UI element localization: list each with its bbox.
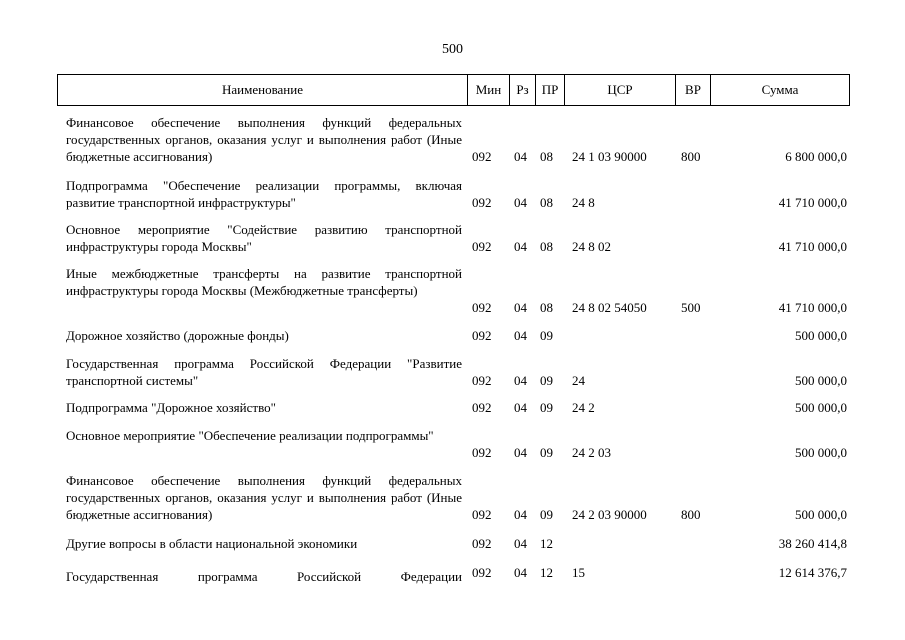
row-name: Подпрограмма "Дорожное хозяйство" — [66, 400, 276, 415]
row-pr: 08 — [540, 195, 553, 210]
row-pr: 09 — [540, 373, 553, 388]
row-rz: 04 — [514, 565, 527, 580]
row-rz: 04 — [514, 328, 527, 343]
row-name: Финансовое обеспечение выполнения функций федеральных государственных органов, оказания услуг и выполнения работ (Иные бюджетные ассигнования) — [66, 473, 462, 522]
row-rz: 04 — [514, 373, 527, 388]
row-pr: 12 — [540, 565, 553, 580]
row-name: Основное мероприятие "Содействие развитию транспортной инфраструктуры города Москвы" — [66, 222, 462, 254]
row-min: 092 — [472, 328, 492, 343]
row-min: 092 — [472, 536, 492, 551]
row-min: 092 — [472, 239, 492, 254]
row-csr: 24 2 03 90000 — [572, 507, 647, 522]
row-name: Государственная программа Российской Федерации "Развитие транспортной системы" — [66, 356, 462, 388]
row-min: 092 — [472, 300, 492, 315]
row-csr: 24 — [572, 373, 585, 388]
row-vr: 800 — [681, 149, 701, 164]
row-name: Государственная программа Российской Федерации — [66, 569, 462, 584]
row-pr: 09 — [540, 507, 553, 522]
column-header-name: Наименование — [222, 82, 303, 97]
row-pr: 08 — [540, 300, 553, 315]
row-sum: 6 800 000,0 — [785, 149, 847, 164]
row-rz: 04 — [514, 239, 527, 254]
row-sum: 500 000,0 — [795, 400, 847, 415]
row-min: 092 — [472, 373, 492, 388]
table-header — [57, 74, 850, 106]
row-name: Основное мероприятие "Обеспечение реализации подпрограммы" — [66, 428, 434, 443]
row-min: 092 — [472, 507, 492, 522]
row-min: 092 — [472, 195, 492, 210]
row-pr: 09 — [540, 400, 553, 415]
row-min: 092 — [472, 445, 492, 460]
row-sum: 41 710 000,0 — [778, 239, 847, 254]
row-min: 092 — [472, 565, 492, 580]
row-name: Подпрограмма "Обеспечение реализации программы, включая развитие транспортной инфраструктуры" — [66, 178, 462, 210]
row-rz: 04 — [514, 195, 527, 210]
column-header-sum: Сумма — [710, 75, 849, 105]
row-sum: 41 710 000,0 — [778, 195, 847, 210]
row-sum: 12 614 376,7 — [778, 565, 847, 580]
row-csr: 24 8 02 — [572, 239, 611, 254]
row-name: Другие вопросы в области национальной экономики — [66, 536, 358, 551]
page-number: 500 — [442, 42, 463, 57]
column-header-min: Мин — [467, 75, 509, 105]
row-rz: 04 — [514, 149, 527, 164]
row-rz: 04 — [514, 507, 527, 522]
row-rz: 04 — [514, 400, 527, 415]
row-name: Финансовое обеспечение выполнения функций федеральных государственных органов, оказания услуг и выполнения работ (Иные бюджетные ассигнования) — [66, 115, 462, 164]
column-header-pr: ПР — [535, 75, 564, 105]
row-min: 092 — [472, 400, 492, 415]
row-csr: 24 2 03 — [572, 445, 611, 460]
row-pr: 09 — [540, 445, 553, 460]
row-csr: 24 8 — [572, 195, 595, 210]
row-vr: 500 — [681, 300, 701, 315]
row-rz: 04 — [514, 536, 527, 551]
row-sum: 500 000,0 — [795, 328, 847, 343]
row-rz: 04 — [514, 300, 527, 315]
column-header-rz: Рз — [509, 75, 535, 105]
row-sum: 500 000,0 — [795, 445, 847, 460]
row-vr: 800 — [681, 507, 701, 522]
row-csr: 24 1 03 90000 — [572, 149, 647, 164]
row-sum: 38 260 414,8 — [778, 536, 847, 551]
row-sum: 500 000,0 — [795, 507, 847, 522]
row-pr: 12 — [540, 536, 553, 551]
row-name: Иные межбюджетные трансферты на развитие транспортной инфраструктуры города Москвы (Межбюджетные трансферты) — [66, 266, 462, 298]
row-pr: 08 — [540, 149, 553, 164]
row-name: Дорожное хозяйство (дорожные фонды) — [66, 328, 289, 343]
row-pr: 08 — [540, 239, 553, 254]
column-header-csr: ЦСР — [564, 75, 675, 105]
row-csr: 24 2 — [572, 400, 595, 415]
column-header-vr: ВР — [675, 75, 710, 105]
row-sum: 500 000,0 — [795, 373, 847, 388]
row-rz: 04 — [514, 445, 527, 460]
row-pr: 09 — [540, 328, 553, 343]
row-sum: 41 710 000,0 — [778, 300, 847, 315]
row-csr: 24 8 02 54050 — [572, 300, 647, 315]
row-csr: 15 — [572, 565, 585, 580]
row-min: 092 — [472, 149, 492, 164]
